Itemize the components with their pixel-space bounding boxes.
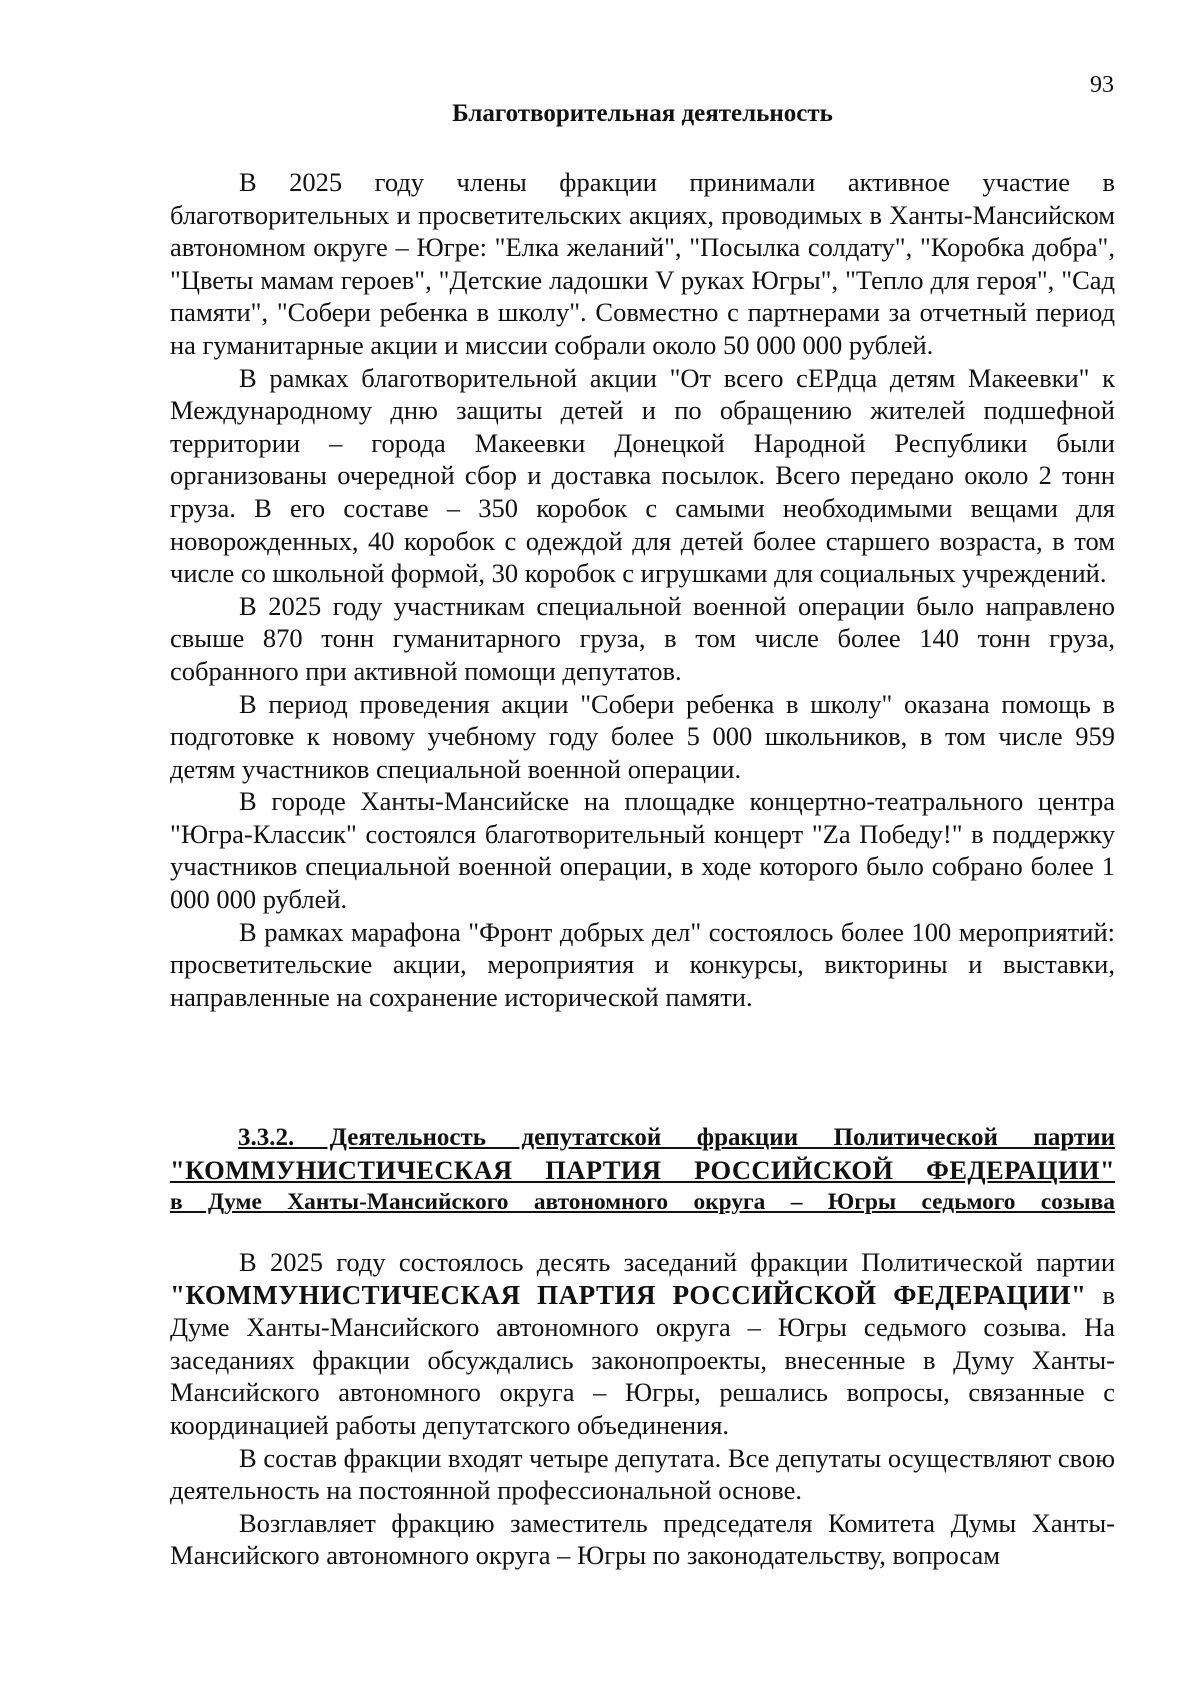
subsection-heading-line-3: в Думе Ханты-Мансийского автономного округа – Югры седьмого созыва	[170, 1189, 1115, 1215]
page-number: 93	[1090, 72, 1114, 98]
paragraph: Возглавляет фракцию заместитель председателя Комитета Думы Ханты-Мансийского автономного округа – Югры по законодательству, вопросам	[170, 1507, 1115, 1571]
subsection-heading-line-2: "КОММУНИСТИЧЕСКАЯ ПАРТИЯ РОССИЙСКОЙ ФЕДЕРАЦИИ"	[170, 1155, 1115, 1185]
paragraph-rest: в Думе Ханты-Мансийского автономного округа – Югры седьмого созыва. На заседаниях фракции обсуждались законопроекты, внесенные в Думу Ханты-Мансийского автономного округа – Югры, решались вопросы, связанные с координацией работы депутатского объединения.	[170, 1279, 1115, 1440]
faction-section-body	[170, 1246, 1115, 1572]
paragraph-lead: В 2025 году состоялось десять заседаний фракции Политической партии	[239, 1247, 1115, 1277]
paragraph: В период проведения акции "Собери ребенка в школу" оказана помощь в подготовке к новому учебному году более 5 000 школьников, в том числе 959 детям участников специальной военной операции.	[170, 688, 1115, 784]
paragraph	[170, 1246, 1115, 1442]
subsection-heading	[170, 1122, 1115, 1218]
party-name: "КОММУНИСТИЧЕСКАЯ ПАРТИЯ РОССИЙСКОЙ ФЕДЕРАЦИИ"	[170, 1279, 1087, 1310]
paragraph: В 2025 году члены фракции принимали активное участие в благотворительных и просветительских акциях, проводимых в Ханты-Мансийском автономном округе – Югре: "Елка желаний", "Посылка солдату", "Коробка добра", "Цветы мамам героев", "Детские ладошки V руках Югры", "Тепло для героя", "Сад памяти", "Собери ребенка в школу". Совместно с партнерами за отчетный период на гуманитарные акции и миссии собрали около 50 000 000 рублей.	[170, 167, 1115, 360]
paragraph: В рамках благотворительной акции "От всего сЕРдца детям Макеевки" к Международному дню защиты детей и по обращению жителей подшефной территории – города Макеевки Донецкой Народной Республики были организованы очередной сбор и доставка посылок. Всего передано около 2 тонн груза. В его составе – 350 коробок с самыми необходимыми вещами для новорожденных, 40 коробок с одеждой для детей более старшего возраста, в том числе со школьной формой, 30 коробок с игрушками для социальных учреждений.	[170, 362, 1115, 589]
paragraph: В рамках марафона "Фронт добрых дел" состоялось более 100 мероприятий: просветительские акции, мероприятия и конкурсы, викторины и выставки, направленные на сохранение исторической памяти.	[170, 916, 1115, 1012]
paragraph: В состав фракции входят четыре депутата. Все депутаты осуществляют свою деятельность на постоянной профессиональной основе.	[170, 1442, 1115, 1506]
paragraph: В 2025 году участникам специальной военной операции было направлено свыше 870 тонн гуманитарного груза, в том числе более 140 тонн груза, собранного при активной помощи депутатов.	[170, 590, 1115, 686]
section-title: Благотворительная деятельность	[452, 100, 833, 127]
subsection-heading-line-1: 3.3.2. Деятельность депутатской фракции Политической партии	[238, 1124, 1115, 1151]
paragraph: В городе Ханты-Мансийске на площадке концертно-театрального центра "Югра-Классик" состоялся благотворительный концерт "Za Победу!" в поддержку участников специальной военной операции, в ходе которого было собрано более 1 000 000 рублей.	[170, 786, 1115, 915]
charity-section-body	[170, 166, 1115, 1013]
